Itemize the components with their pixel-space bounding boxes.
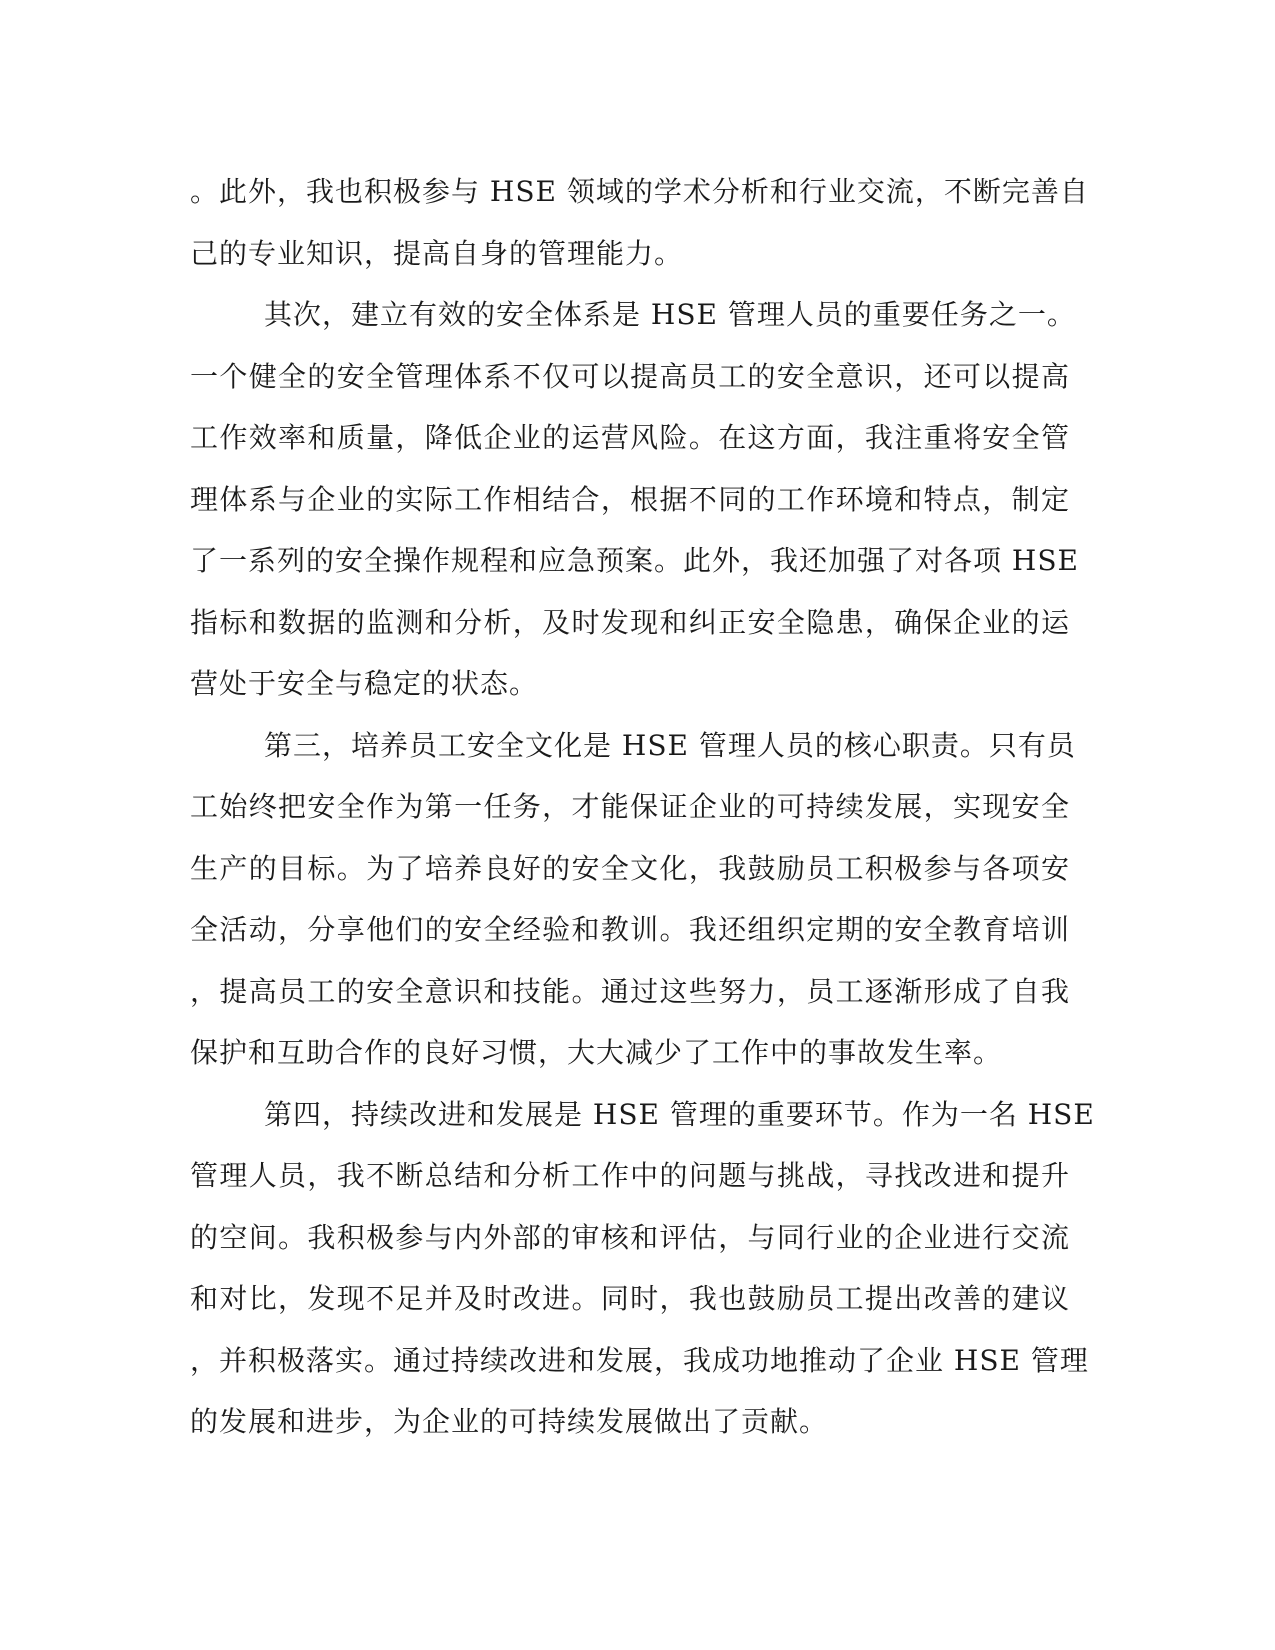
text-line: 了一系列的安全操作规程和应急预案。此外，我还加强了对各项 HSE bbox=[190, 544, 1079, 577]
text-line: 管理人员，我不断总结和分析工作中的问题与挑战，寻找改进和提升 bbox=[190, 1159, 1070, 1192]
paragraph-start-line: 其次，建立有效的安全体系是 HSE 管理人员的重要任务之一。 bbox=[264, 298, 1076, 331]
text-line: 营处于安全与稳定的状态。 bbox=[190, 667, 539, 700]
text-line: 和对比，发现不足并及时改进。同时，我也鼓励员工提出改善的建议 bbox=[190, 1282, 1070, 1315]
text-line: 工始终把安全作为第一任务，才能保证企业的可持续发展，实现安全 bbox=[190, 790, 1070, 823]
text-line: 己的专业知识，提高自身的管理能力。 bbox=[190, 236, 684, 270]
text-line: 保护和互助合作的良好习惯，大大减少了工作中的事故发生率。 bbox=[190, 1036, 1003, 1069]
document-body bbox=[190, 161, 1095, 1453]
text-line: 工作效率和质量，降低企业的运营风险。在这方面，我注重将安全管 bbox=[190, 421, 1070, 454]
text-line: 的发展和进步，为企业的可持续发展做出了贡献。 bbox=[190, 1405, 829, 1438]
text-line: 的空间。我积极参与内外部的审核和评估，与同行业的企业进行交流 bbox=[190, 1220, 1070, 1254]
text-line: 。此外，我也积极参与 HSE 领域的学术分析和行业交流，不断完善自 bbox=[190, 175, 1089, 208]
text-line: 指标和数据的监测和分析，及时发现和纠正安全隐患，确保企业的运 bbox=[190, 605, 1070, 639]
text-line: ，并积极落实。通过持续改进和发展，我成功地推动了企业 HSE 管理 bbox=[190, 1343, 1089, 1377]
text-line: 一个健全的安全管理体系不仅可以提高员工的安全意识，还可以提高 bbox=[190, 359, 1070, 393]
paragraph-start-line: 第四，持续改进和发展是 HSE 管理的重要环节。作为一名 HSE bbox=[264, 1097, 1095, 1131]
text-line: 全活动，分享他们的安全经验和教训。我还组织定期的安全教育培训 bbox=[190, 913, 1070, 946]
text-line: 理体系与企业的实际工作相结合，根据不同的工作环境和特点，制定 bbox=[190, 482, 1070, 516]
paragraph-start-line: 第三，培养员工安全文化是 HSE 管理人员的核心职责。只有员 bbox=[264, 728, 1076, 762]
text-line: 生产的目标。为了培养良好的安全文化，我鼓励员工积极参与各项安 bbox=[190, 851, 1070, 885]
text-line: ，提高员工的安全意识和技能。通过这些努力，员工逐渐形成了自我 bbox=[190, 974, 1070, 1008]
